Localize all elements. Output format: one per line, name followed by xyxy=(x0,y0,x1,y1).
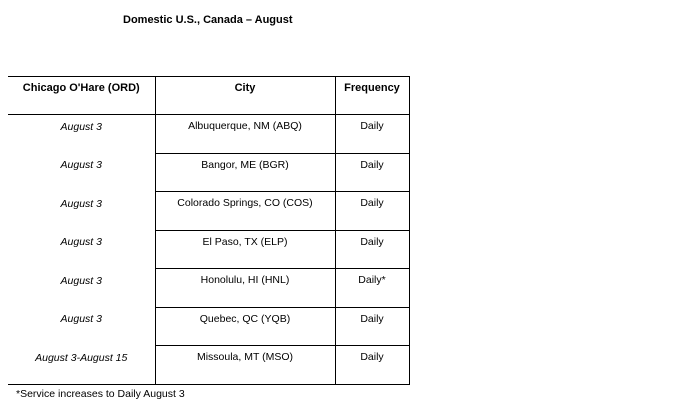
date-cell: August 3 xyxy=(60,274,102,287)
date-cell: August 3 xyxy=(60,236,102,248)
city-cell: Colorado Springs, CO (COS) xyxy=(155,192,335,231)
header-origin: Chicago O'Hare (ORD) xyxy=(8,77,155,115)
table-row xyxy=(8,307,409,346)
date-cell: August 3 xyxy=(60,197,102,210)
frequency-cell: Daily xyxy=(335,192,409,231)
city-cell: Bangor, ME (BGR) xyxy=(155,153,335,192)
header-frequency: Frequency xyxy=(335,77,409,115)
schedule-table xyxy=(8,76,410,385)
frequency-cell: Daily xyxy=(335,230,409,269)
table-row xyxy=(8,115,409,154)
frequency-cell: Daily xyxy=(335,153,409,192)
table-row xyxy=(8,346,409,385)
date-cell: August 3 xyxy=(60,121,102,133)
city-cell: Missoula, MT (MSO) xyxy=(155,346,335,385)
date-cell: August 3 xyxy=(60,313,102,325)
city-cell: El Paso, TX (ELP) xyxy=(155,230,335,269)
frequency-cell: Daily xyxy=(335,307,409,346)
footnote: *Service increases to Daily August 3 xyxy=(16,388,185,400)
frequency-cell: Daily xyxy=(335,346,409,385)
frequency-cell: Daily xyxy=(335,115,409,154)
table-row xyxy=(8,269,409,308)
table-header-row xyxy=(8,77,409,115)
table-row xyxy=(8,153,409,192)
city-cell: Albuquerque, NM (ABQ) xyxy=(155,115,335,154)
page-title: Domestic U.S., Canada – August xyxy=(123,14,293,26)
table-row xyxy=(8,230,409,269)
date-cell: August 3 xyxy=(60,159,102,171)
table-row xyxy=(8,192,409,231)
frequency-cell: Daily* xyxy=(335,269,409,308)
city-cell: Honolulu, HI (HNL) xyxy=(155,269,335,308)
header-city: City xyxy=(155,77,335,115)
date-cell: August 3-August 15 xyxy=(8,346,155,385)
city-cell: Quebec, QC (YQB) xyxy=(155,307,335,346)
